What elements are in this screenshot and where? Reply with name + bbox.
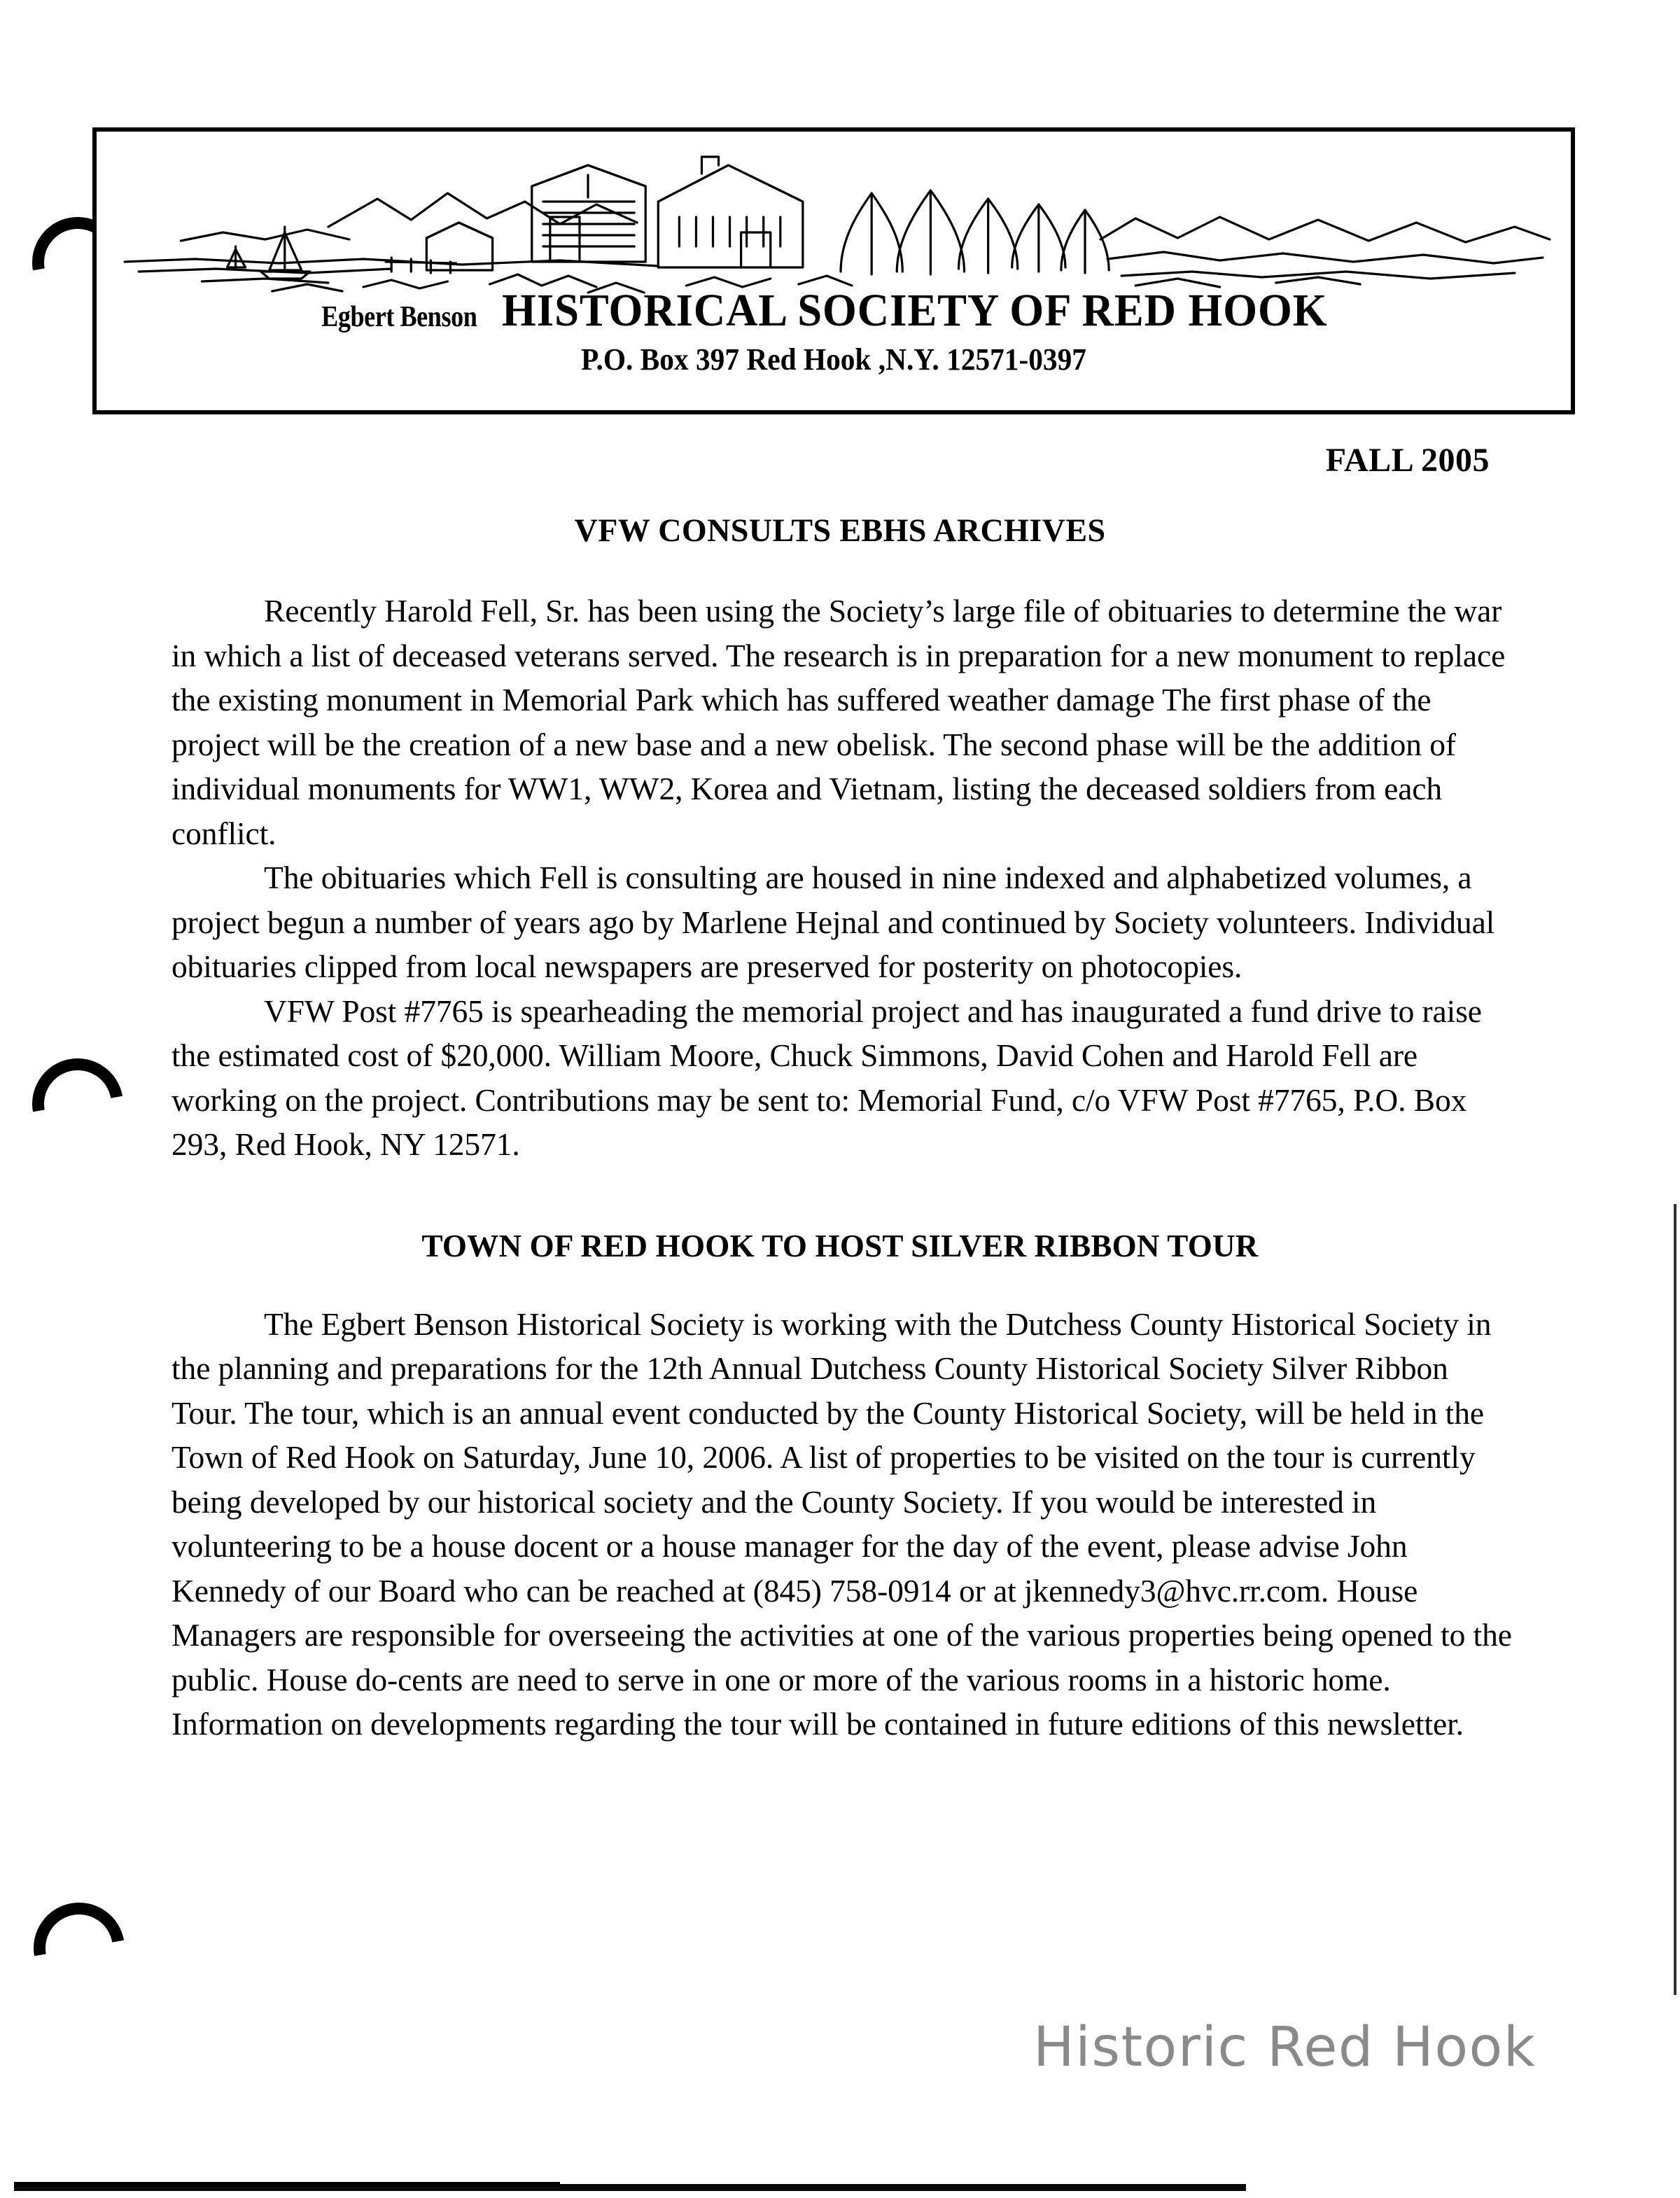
article-body-vfw [164, 589, 1516, 1167]
village-landscape-engraving-icon [97, 134, 1571, 295]
issue-date: FALL 2005 [1325, 442, 1490, 479]
masthead [92, 127, 1575, 414]
masthead-title-row [97, 284, 1571, 337]
paragraph: Recently Harold Fell, Sr. has been using the Society’s large file of obituaries to determine the war in which a list of deceased veterans served. The research is in preparation for a new monument to replace the existing monument in Memorial Park which has suffered weather damage The first phase of the project will be the creation of a new base and a new obelisk. The second phase will be the addition of individual monuments for WW1, WW2, Korea and Vietnam, listing the deceased soldiers from each conflict. [172, 593, 1506, 851]
masthead-title: HISTORICAL SOCIETY OF RED HOOK [502, 285, 1328, 336]
article-headline-vfw: VFW CONSULTS EBHS ARCHIVES [574, 512, 1106, 549]
newsletter-body [0, 441, 1680, 1746]
three-hole-punch-mark [15, 1884, 142, 2011]
masthead-prefix: Egbert Benson [321, 301, 477, 333]
watermark: Historic Red Hook [1033, 2016, 1536, 2079]
paragraph: VFW Post #7765 is spearheading the memorial project and has inaugurated a fund drive to raise the estimated cost of $20,000. William Moore, Chuck Simmons, David Cohen and Harold Fell are working on the project. Contributions may be sent to: Memorial Fund, c/o VFW Post #7765, P.O. Box 293, Red Hook, NY 12571. [172, 993, 1482, 1162]
paragraph: The obituaries which Fell is consulting are housed in nine indexed and alphabetized volumes, a project begun a number of years ago by Marlene Hejnal and continued by Society volunteers. Individual obituaries clipped from local newspapers are preserved for posterity on photocopies. [172, 860, 1495, 984]
paragraph: The Egbert Benson Historical Society is working with the Dutchess County Historical Society in the planning and preparations for the 12th Annual Dutchess County Historical Society Silver Ribbon Tour. The tour, which is an annual event conducted by the County Historical Society, will be held in the Town of Red Hook on Saturday, June 10, 2006. A list of properties to be visited on the tour is currently being developed by our historical society and the County Society. If you would be interested in volunteering to be a house docent or a house manager for the day of the event, please advise John Kennedy of our Board who can be reached at (845) 758-0914 or at jkennedy3@hvc.rr.com. House Managers are responsible for overseeing the activities at one of the various properties being opened to the public. House do-cents are need to serve in one or more of the various rooms in a historic home. Information on developments regarding the tour will be contained in future editions of this newsletter. [172, 1306, 1512, 1742]
scan-edge-bottom-secondary [14, 2182, 560, 2187]
article-body-silver-ribbon [164, 1302, 1516, 1746]
masthead-address: P.O. Box 397 Red Hook ,N.Y. 12571-0397 [581, 342, 1086, 377]
article-headline-silver-ribbon: TOWN OF RED HOOK TO HOST SILVER RIBBON TOUR [421, 1227, 1259, 1264]
